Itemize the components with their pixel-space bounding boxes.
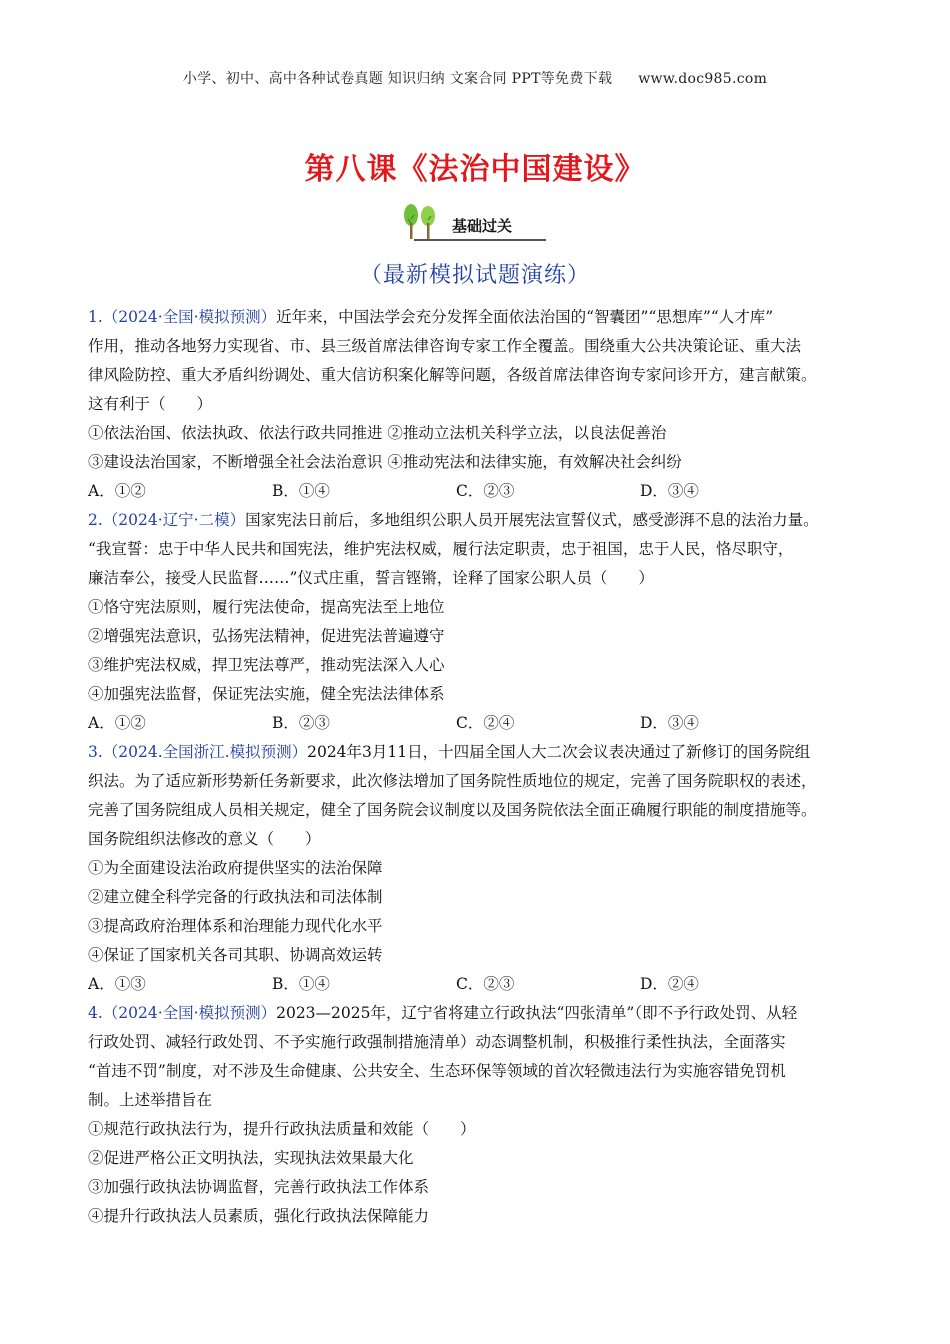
question-text-line: “首违不罚”制度，对不涉及生命健康、公共安全、生态环保等领域的首次轻微违法行为实施容错免罚机 xyxy=(88,1062,786,1080)
question-2 xyxy=(88,506,878,738)
option-c: C．②③ xyxy=(456,482,515,500)
question-text-line: 作用，推动各地努力实现省、市、县三级首席法律咨询专家工作全覆盖。围绕重大公共决策论证、重大法 xyxy=(88,337,802,355)
answer-options xyxy=(88,709,878,738)
statement-line: ①为全面建设法治政府提供坚实的法治保障 xyxy=(88,859,383,877)
statement-line: ②建立健全科学完备的行政执法和司法体制 xyxy=(88,888,383,906)
option-b: B．②③ xyxy=(272,714,330,732)
option-a: A．①② xyxy=(88,482,146,500)
header-text: 小学、初中、高中各种试卷真题 知识归纳 文案合同 PPT等免费下载 xyxy=(182,71,613,87)
question-text-line: 织法。为了适应新形势新任务新要求，此次修法增加了国务院性质地位的规定，完善了国务院职权的表述， xyxy=(88,772,817,790)
question-number: 2.（2024·辽宁·二模） xyxy=(88,511,246,529)
question-stem-line: 4.（2024·全国·模拟预测）2023—2025年，辽宁省将建立行政执法“四张清单”（即不予行政处罚、从轻 xyxy=(88,1004,798,1022)
option-c: C．②③ xyxy=(456,975,515,993)
question-number: 3.（2024.全国浙江.模拟预测） xyxy=(88,743,308,761)
badge-label: 基础过关 xyxy=(452,217,513,235)
option-d: D．③④ xyxy=(640,482,699,500)
question-1 xyxy=(88,303,878,506)
statement-line: ③加强行政执法协调监督，完善行政执法工作体系 xyxy=(88,1178,430,1196)
option-d: D．②④ xyxy=(640,975,699,993)
statement-line: ④保证了国家机关各司其职、协调高效运转 xyxy=(88,946,383,964)
page-header xyxy=(0,68,950,88)
option-d: D．③④ xyxy=(640,714,699,732)
statement-line: ②增强宪法意识，弘扬宪法精神，促进宪法普遍遵守 xyxy=(88,627,445,645)
statement-line: ④加强宪法监督，保证宪法实施，健全宪法法律体系 xyxy=(88,685,445,703)
question-stem-line: 2.（2024·辽宁·二模）国家宪法日前后，多地组织公职人员开展宪法宣誓仪式，感受澎湃不息的法治力量。 xyxy=(88,511,819,529)
question-text-line: 完善了国务院组成人员相关规定，健全了国务院会议制度以及国务院依法全面正确履行职能的制度措施等。 xyxy=(88,801,817,819)
statement-line: ③提高政府治理体系和治理能力现代化水平 xyxy=(88,917,383,935)
statement-line: ③建设法治国家，不断增强全社会法治意识 ④推动宪法和法律实施，有效解决社会纠纷 xyxy=(88,453,682,471)
question-3 xyxy=(88,738,878,999)
question-text-line: 国务院组织法修改的意义（ ） xyxy=(88,830,321,848)
statement-line: ②促进严格公正文明执法，实现执法效果最大化 xyxy=(88,1149,414,1167)
question-text-line: 行政处罚、减轻行政处罚、不予实施行政强制措施清单）动态调整机制，积极推行柔性执法，全面落实 xyxy=(88,1033,786,1051)
question-list xyxy=(88,303,878,1231)
question-stem-line: 1.（2024·全国·模拟预测）近年来，中国法学会充分发挥全面依法治国的“智囊团”“思想库”“人才库” xyxy=(88,308,774,326)
option-b: B．①④ xyxy=(272,482,330,500)
header-site: www.doc985.com xyxy=(638,71,768,87)
option-c: C．②④ xyxy=(456,714,515,732)
section-subtitle: （最新模拟试题演练） xyxy=(359,263,590,288)
question-text-line: “我宣誓：忠于中华人民共和国宪法，维护宪法权威，履行法定职责，忠于祖国，忠于人民，恪尽职守， xyxy=(88,540,794,558)
page-title: 第八课《法治中国建设》 xyxy=(304,152,646,187)
question-text-line: 这有利于（ ） xyxy=(88,395,213,413)
question-stem-line: 3.（2024.全国浙江.模拟预测）2024年3月11日，十四届全国人大二次会议表决通过了新修订的国务院组 xyxy=(88,743,811,761)
statement-line: ④提升行政执法人员素质，强化行政执法保障能力 xyxy=(88,1207,430,1225)
question-4 xyxy=(88,999,878,1231)
question-text-line: 廉洁奉公，接受人民监督……”仪式庄重，誓言铿锵，诠释了国家公职人员（ ） xyxy=(88,569,654,587)
question-text-line: 制。上述举措旨在 xyxy=(88,1091,213,1109)
statement-line: ①依法治国、依法执政、依法行政共同推进 ②推动立法机关科学立法，以良法促善治 xyxy=(88,424,667,442)
tree-icon xyxy=(398,201,458,243)
option-a: A．①③ xyxy=(88,975,146,993)
statement-line: ③维护宪法权威，捍卫宪法尊严，推动宪法深入人心 xyxy=(88,656,445,674)
statement-line: ①规范行政执法行为，提升行政执法质量和效能（ ） xyxy=(88,1120,476,1138)
badge-underline xyxy=(414,239,546,241)
option-a: A．①② xyxy=(88,714,146,732)
section-badge xyxy=(398,201,548,243)
answer-options xyxy=(88,970,878,999)
statement-line: ①恪守宪法原则，履行宪法使命，提高宪法至上地位 xyxy=(88,598,445,616)
question-text-line: 律风险防控、重大矛盾纠纷调处、重大信访积案化解等问题，各级首席法律咨询专家问诊开方，建言献策。 xyxy=(88,366,817,384)
question-number: 1.（2024·全国·模拟预测） xyxy=(88,308,277,326)
question-number: 4.（2024·全国·模拟预测） xyxy=(88,1004,277,1022)
option-b: B．①④ xyxy=(272,975,330,993)
answer-options xyxy=(88,477,878,506)
